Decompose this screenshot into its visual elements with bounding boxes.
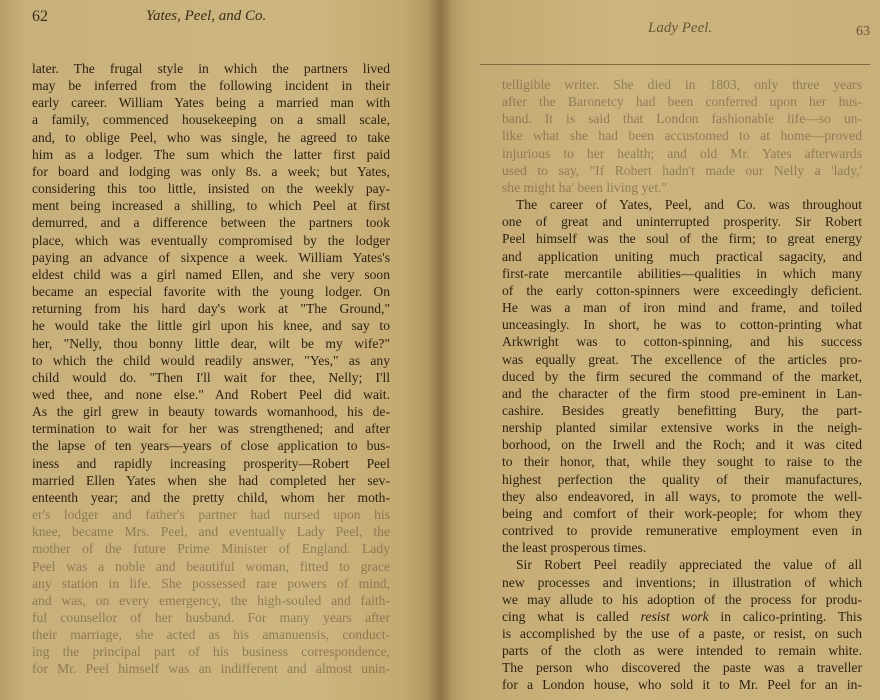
right-running-title: Lady Peel. xyxy=(648,20,713,36)
header-rule xyxy=(480,64,870,65)
text-line: one of great and uninterrupted prosperity. Sir Robert xyxy=(502,214,862,230)
text-line: contrived to provide remunerative employment even in xyxy=(502,523,862,539)
right-page-header xyxy=(480,6,870,39)
text-line: first-rate mercantile abilities—qualities in which many xyxy=(502,265,862,281)
text-line: Peel himself was the soul of the firm; to great energy xyxy=(502,231,862,247)
text-line: became an especial favorite with the young lodger. On xyxy=(32,284,390,300)
text-line: injurious to her health; and old Mr. Yates afterwards xyxy=(502,145,862,161)
left-page-body xyxy=(32,60,390,678)
text-line: nership planted similar extensive works in the neigh- xyxy=(502,420,862,436)
text-line: paying an advance of sixpence a week. William Yates's xyxy=(32,249,390,265)
text-line: to which the child would readily answer, "Yes," as any xyxy=(32,352,390,368)
text-line: mother of the future Prime Minister of England. Lady xyxy=(32,541,390,557)
text-line: for Mr. Peel himself was an indifferent and almost unin- xyxy=(32,661,390,677)
text-line: Sir Robert Peel readily appreciated the value of all xyxy=(516,557,862,573)
text-line: her, "Nelly, thou bonny little dear, wilt be my wife?" xyxy=(32,335,390,351)
text-line: of the early cotton-spinners were exceedingly deficient. xyxy=(502,282,862,298)
text-line: ment being increased a shilling, to which Peel at first xyxy=(32,198,390,214)
text-line: used to say, "If Robert hadn't made our Nelly a 'lady,' xyxy=(502,162,862,178)
text-line: ing the principal part of his business correspondence, xyxy=(32,644,390,660)
left-page-header xyxy=(32,6,392,30)
text-line: The person who discovered the paste was a traveller xyxy=(502,660,862,676)
text-line-with-italic xyxy=(502,608,862,625)
text-line: enteenth year; and the pretty child, whom her moth- xyxy=(32,489,390,505)
text-line: As the girl grew in beauty towards womanhood, his de- xyxy=(32,404,390,420)
text-line: she might ha' been living yet." xyxy=(502,179,668,195)
text-segment: in calico-printing. This xyxy=(708,608,862,624)
text-line: for a London house, who sold it to Mr. Peel for an in- xyxy=(502,677,862,693)
text-line: knee, became Mrs. Peel, and eventually Lady Peel, the xyxy=(32,524,390,540)
text-line: duced by the firm secured the command of the market, xyxy=(502,368,862,384)
text-line: termination to wait for her was strengthened; and after xyxy=(32,421,390,437)
italic-term: resist work xyxy=(640,608,709,624)
text-line: later. The frugal style in which the partners lived xyxy=(32,61,390,76)
text-line: the lapse of ten years—years of close application to bus- xyxy=(32,438,390,454)
text-line: unceasingly. In short, he was to cotton-printing what xyxy=(502,317,862,333)
text-line: was equally great. The excellence of the articles pro- xyxy=(502,351,862,367)
text-line: new processes and inventions; in illustration of which xyxy=(502,574,862,590)
text-line: after the Baronetcy had been conferred upon her hus- xyxy=(502,94,862,110)
text-line: the least prosperous times. xyxy=(502,540,647,556)
text-line: and, to oblige Peel, who was single, he agreed to take xyxy=(32,129,390,145)
text-line: ful counsellor of her husband. For many years after xyxy=(32,610,390,625)
text-line: place, which was eventually compromised by the lodger xyxy=(32,232,390,248)
text-line: to their honor, that, while they sought to raise to the xyxy=(502,454,862,470)
text-line: wed thee, and none else." And Robert Peel did wait. xyxy=(32,386,390,402)
text-line: considering this too little, insisted on the weekly pay- xyxy=(32,181,390,197)
text-line: for board and lodging was only 8s. a week; but Yates, xyxy=(32,163,390,179)
text-line: being and comfort of their work-people; for whom they xyxy=(502,505,862,521)
right-page xyxy=(440,0,880,700)
right-page-number: 63 xyxy=(856,24,870,39)
text-line: child would do. "Then I'll wait for thee, Nelly; I'll xyxy=(32,369,390,385)
text-line: any station in life. She possessed rare powers of mind, xyxy=(32,575,390,591)
book-gutter xyxy=(428,0,452,700)
text-line: he would take the little girl upon his knee, and say to xyxy=(32,318,390,334)
text-line: eldest child was a girl named Ellen, and she very soon xyxy=(32,266,390,282)
text-line: and the character of the firm stood pre-eminent in Lan- xyxy=(502,385,862,401)
text-line: returning from his hard day's work at "The Ground," xyxy=(32,301,390,317)
text-line: Peel was a noble and beautiful woman, fitted to grace xyxy=(32,558,390,574)
text-line: and was, on every emergency, the high-souled and faith- xyxy=(32,592,390,608)
text-line: cashire. Besides greatly benefitting Bury, the part- xyxy=(502,402,862,418)
text-line: telligible writer. She died in 1803, only three years xyxy=(502,77,862,92)
text-line: demurred, and a difference between the partners took xyxy=(32,215,390,231)
text-line: highest perfection the quality of their manufactures, xyxy=(502,471,862,487)
text-segment: cing what is called xyxy=(502,608,641,624)
right-page-body xyxy=(502,76,862,694)
text-line: we may allude to his adoption of the process for produ- xyxy=(502,591,862,607)
text-line: like what she had been accustomed to at home—proved xyxy=(502,128,862,144)
text-line: early career. William Yates being a married man with xyxy=(32,95,390,111)
text-line: married Ellen Yates when she had completed her sev- xyxy=(32,472,390,488)
text-line: parts of the cloth as were intended to remain white. xyxy=(502,643,862,659)
left-page-number: 62 xyxy=(32,8,48,25)
text-line: they also endeavored, in all ways, to promote the well- xyxy=(502,488,862,504)
left-running-title: Yates, Peel, and Co. xyxy=(146,8,267,24)
text-line: er's lodger and father's partner had nursed upon his xyxy=(32,507,390,523)
text-line: may be inferred from the following incident in their xyxy=(32,78,390,94)
text-line: a family, commenced housekeeping on a small scale, xyxy=(32,112,390,128)
text-line: band. It is said that London fashionable life—so un- xyxy=(502,111,862,127)
text-line: him as a lodger. The sum which the latter first paid xyxy=(32,146,390,162)
text-line: The career of Yates, Peel, and Co. was throughout xyxy=(516,197,862,213)
text-line: and application uniting much practical sagacity, and xyxy=(502,248,862,264)
text-line: Arkwright was to cotton-spinning, and his success xyxy=(502,334,862,350)
text-line: He was a man of iron mind and frame, and toiled xyxy=(502,300,862,316)
text-line: their marriage, she acted as his amanuensis, conduct- xyxy=(32,627,390,643)
text-line: borhood, on the Irwell and the Roch; and it was cited xyxy=(502,437,862,453)
text-line: is accomplished by the use of a paste, or resist, on such xyxy=(502,626,862,641)
text-line: iness and rapidly increasing prosperity—Robert Peel xyxy=(32,455,390,471)
